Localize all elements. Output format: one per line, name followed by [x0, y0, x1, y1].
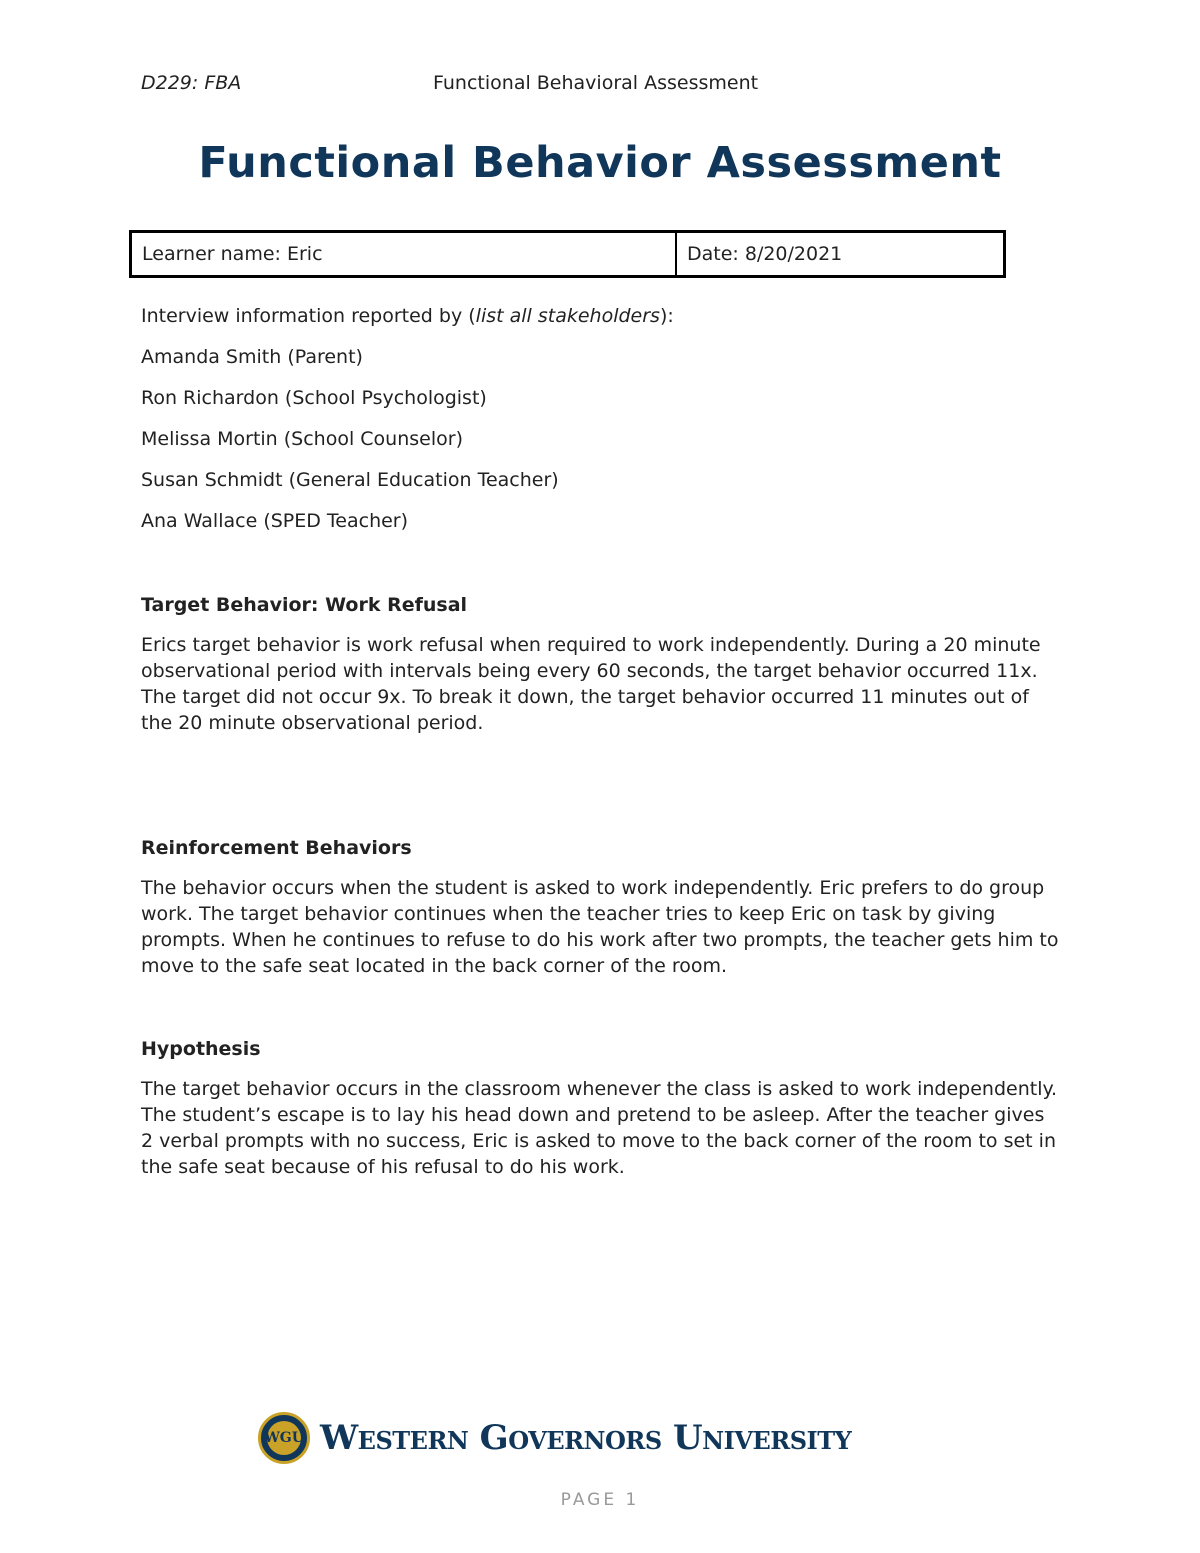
reinforcement-heading: Reinforcement Behaviors [141, 837, 412, 859]
header-subject: Functional Behavioral Assessment [433, 72, 759, 94]
interview-intro-suffix: ): [659, 305, 674, 327]
stakeholder-item: Amanda Smith (Parent) [141, 346, 363, 368]
stakeholder-item: Ana Wallace (SPED Teacher) [141, 510, 409, 532]
university-logo [258, 1412, 851, 1464]
university-name: Western Governors University [320, 1418, 852, 1458]
learner-name-cell: Learner name: Eric [132, 233, 677, 275]
hypothesis-heading: Hypothesis [141, 1038, 261, 1060]
page-number: PAGE 1 [560, 1490, 640, 1510]
stakeholder-item: Melissa Mortin (School Counselor) [141, 428, 463, 450]
hypothesis-section [141, 1036, 1061, 1195]
university-seal-icon [258, 1412, 310, 1464]
interview-intro [141, 303, 1061, 329]
target-behavior-text: Erics target behavior is work refusal when required to work independently. During a 20 minute observational period with intervals being every 60 seconds, the target behavior occurred 11x. The target did not occur 9x. To break it down, the target behavior occurred 11 minutes out of the 20 minute observational period. [141, 634, 1041, 734]
interview-section [141, 303, 1061, 549]
reinforcement-text: The behavior occurs when the student is asked to work independently. Eric prefers to do group work. The target behavior continues when the teacher tries to keep Eric on task by giving prompts. When he continues to refuse to do his work after two prompts, the teacher gets him to move to the safe seat located in the back corner of the room. [141, 877, 1059, 977]
interview-intro-italic: list all stakeholders [475, 305, 660, 327]
interview-intro-prefix: Interview information reported by ( [141, 305, 476, 327]
learner-info-table [129, 230, 1006, 278]
document-title: Functional Behavior Assessment [198, 138, 1002, 188]
reinforcement-section [141, 835, 1061, 994]
date-cell: Date: 8/20/2021 [687, 243, 843, 265]
header-course: D229: FBA [141, 72, 242, 94]
seal-monogram: WGU [267, 1421, 301, 1455]
hypothesis-text: The target behavior occurs in the classroom whenever the class is asked to work independently. The student’s escape is to lay his head down and pretend to be asleep. After the teacher gives 2 verbal prompts with no success, Eric is asked to move to the back corner of the room to set in the safe seat because of his refusal to do his work. [141, 1078, 1058, 1178]
target-behavior-section [141, 592, 1061, 751]
stakeholder-item: Ron Richardon (School Psychologist) [141, 387, 487, 409]
stakeholder-item: Susan Schmidt (General Education Teacher) [141, 469, 559, 491]
target-behavior-heading: Target Behavior: Work Refusal [141, 594, 468, 616]
